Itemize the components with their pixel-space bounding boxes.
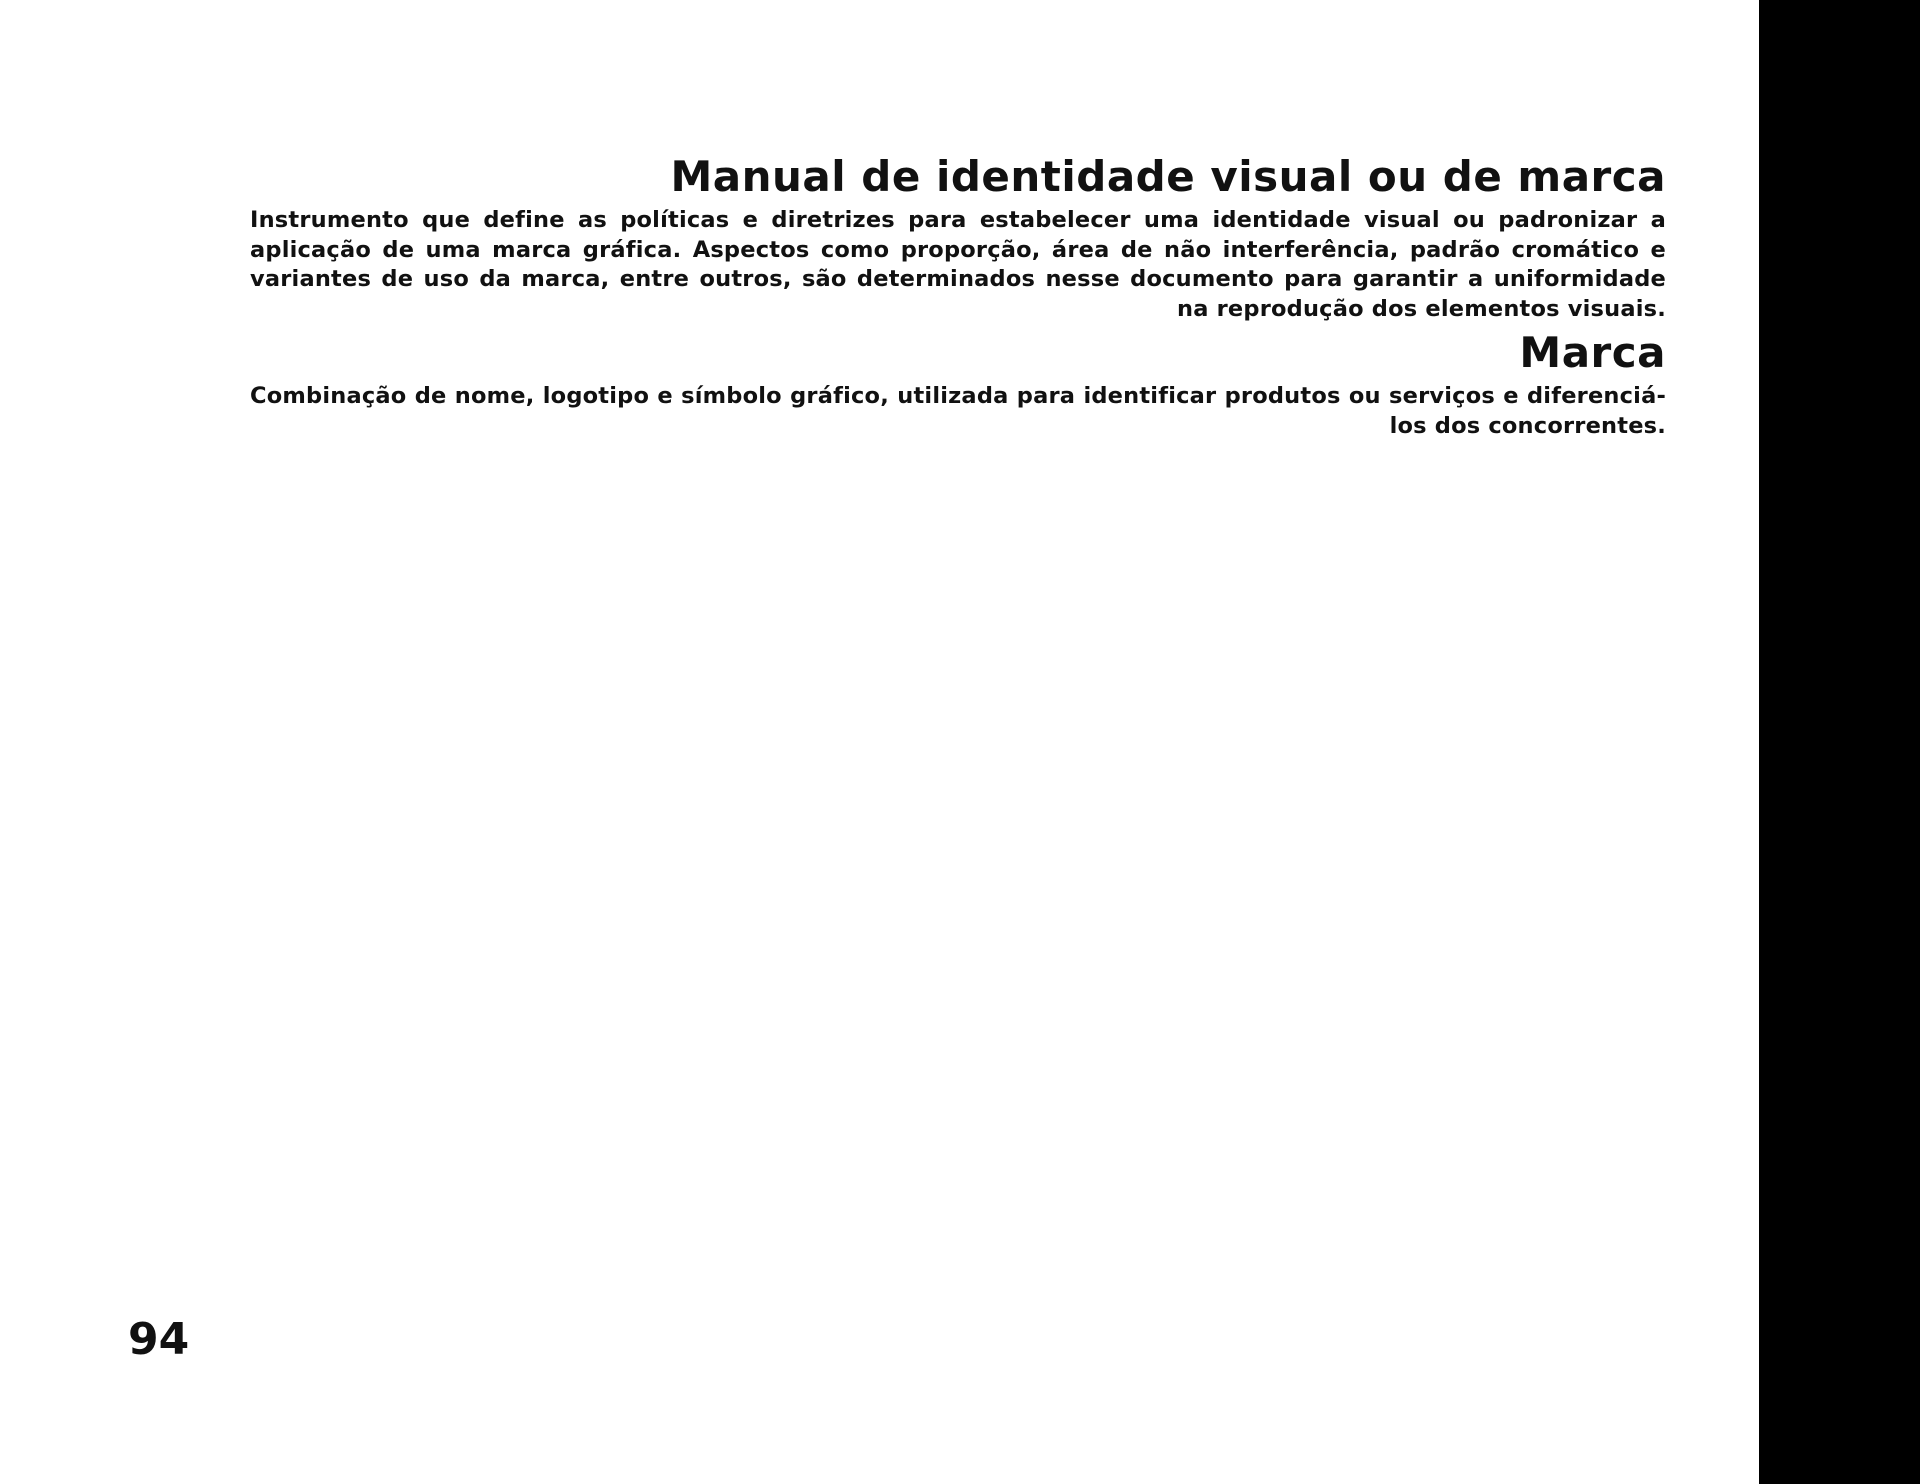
section-body-marca: Combinação de nome, logotipo e símbolo gráfico, utilizada para identificar produtos ou serviços e diferenciá-los dos concorrentes. <box>250 383 1666 439</box>
glossary-content <box>250 148 1666 441</box>
page-number: 94 <box>128 1314 190 1365</box>
page-edge-black-band <box>1759 0 1920 1484</box>
section-title-marca: Marca <box>1519 328 1666 377</box>
section-title-manual-identidade: Manual de identidade visual ou de marca <box>670 152 1666 201</box>
section-body-manual-identidade: Instrumento que define as políticas e diretrizes para estabelecer uma identidade visual ou padronizar a aplicação de uma marca gráfica. Aspectos como proporção, área de não interferência, padrão cromático e variantes de uso da marca, entre outros, são determinados nesse documento para garantir a uniformidade na reprodução dos elementos visuais. <box>250 207 1666 322</box>
